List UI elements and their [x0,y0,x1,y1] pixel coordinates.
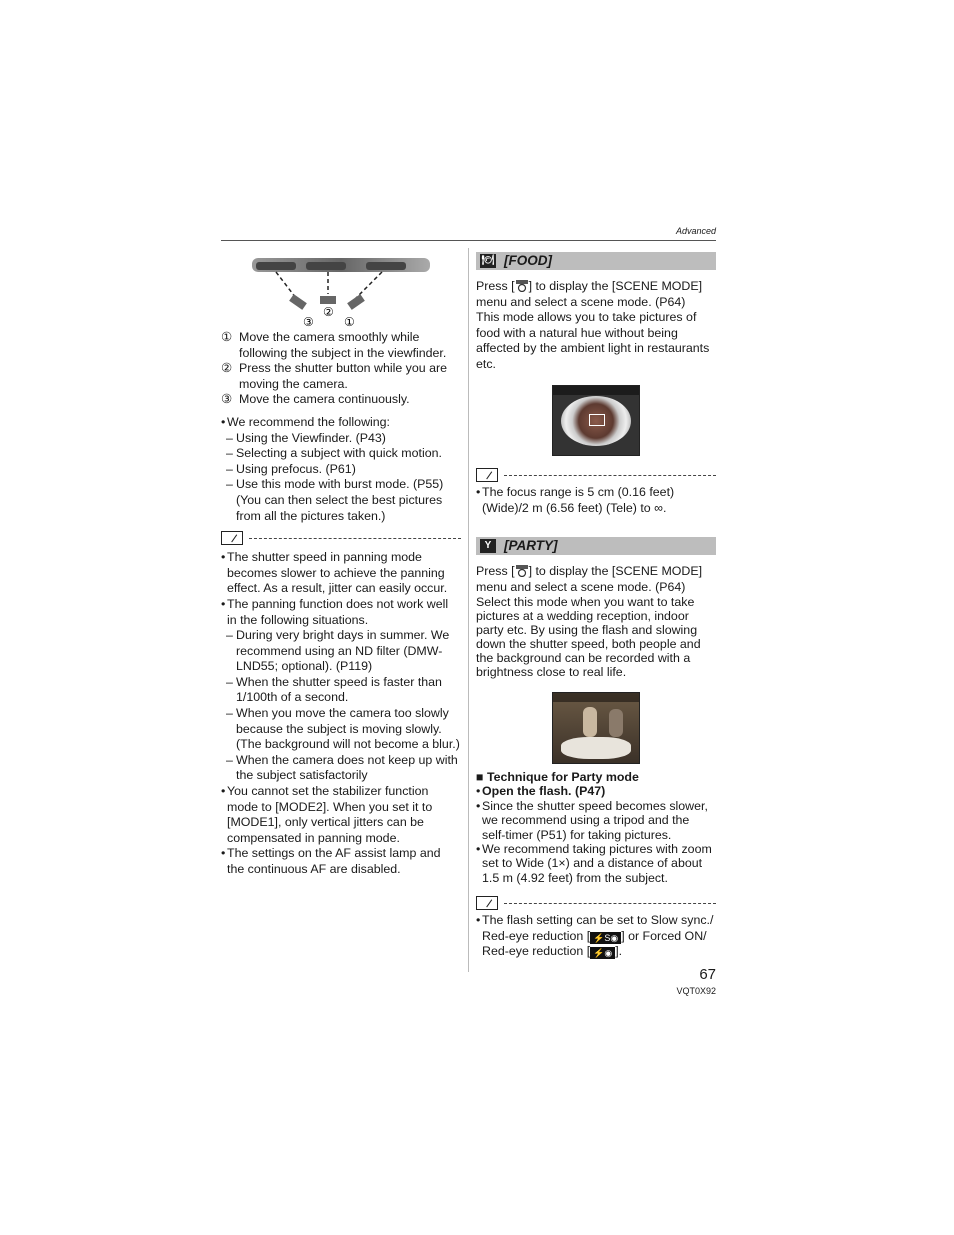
food-description: This mode allows you to take pictures of food with a natural hue without being affected by the ambient light in restaurants etc. [476,310,710,371]
technique-item: • Since the shutter speed becomes slower, we recommend using a tripod and the self-timer (P51) for taking pictures. [476,798,708,842]
note-icon [476,468,498,482]
note-subitem: – When the camera does not keep up with the subject satisfactorily [226,752,458,783]
food-instruction: Press [ ] to display the [SCENE MODE] menu and select a scene mode. (P64) [476,279,703,309]
recommend-intro: • We recommend the following: [221,414,390,429]
party-technique [476,770,716,960]
step-text: Move the camera continuously. [239,392,410,407]
party-heading [476,537,716,555]
note-item: • The shutter speed in panning mode becomes slower to achieve the panning effect. As a result, jitter can easily occur. [221,550,448,596]
step-2 [221,361,461,392]
food-icon: 🍽 [481,255,495,267]
note-subitem: – When the shutter speed is faster than 1/100th of a second. [226,674,442,705]
panning-steps [221,330,461,408]
recommend-item: – Selecting a subject with quick motion. [226,446,442,461]
recommend-item: – Use this mode with burst mode. (P55) (You can then select the best pictures from all the pictures taken.) [226,477,444,523]
step-text: Press the shutter button while you are moving the camera. [239,361,448,391]
slow-sync-redeye-icon: ⚡S◉ [590,932,621,944]
note-subitem: – During very bright days in summer. We recommend using an ND filter (DMW-LND55; optional). (P119) [226,628,450,674]
party-description: Select this mode when you want to take pictures at a wedding reception, indoor party etc. By using the flash and slowing down the shutter speed, both people and the background can be recorded with a brightness close to real life. [476,595,701,680]
step-1 [221,330,461,361]
technique-heading: ■ Technique for Party mode [476,770,639,784]
technique-bold-item: • Open the flash. (P47) [476,784,606,799]
note-bar [476,895,716,911]
note-icon [476,896,498,910]
note-item: • The settings on the AF assist lamp and the continuous AF are disabled. [221,846,441,876]
column-divider [468,248,469,972]
food-heading [476,252,716,270]
note-bar [221,530,461,546]
header-rule [221,240,716,241]
note-item: • The panning function does not work well in the following situations. [221,596,449,627]
step-text: Move the camera smoothly while following the subject in the viewfinder. [239,330,447,360]
diagram-label-2: ② [323,305,334,319]
forced-on-redeye-icon: ⚡◉ [590,947,615,959]
party-photo [552,692,640,764]
menu-button-icon [515,565,529,577]
note-item: • You cannot set the stabilizer function mode to [MODE2]. When you set it to [MODE1], only vertical jitters can be compensated in panning mode. [221,784,433,845]
step-3 [221,392,461,408]
step-number: ① [221,330,233,344]
recommend-item: – Using the Viewfinder. (P43) [226,430,386,445]
note-item: • The focus range is 5 cm (0.16 feet) (Wide)/2 m (6.56 feet) (Tele) to ∞. [476,485,675,515]
note-item: • The flash setting can be set to Slow sync./ Red-eye reduction [ ⚡S◉ ] or Forced ON/ Red-eye reduction [ ⚡◉ ]. [476,913,714,959]
diagram-label-1: ① [344,315,355,329]
food-title: [FOOD] [504,253,552,269]
step-number: ② [221,361,233,376]
panning-diagram [248,254,433,330]
section-label: Advanced [675,226,716,236]
page-number: 67 [699,966,716,983]
left-column [221,330,461,878]
food-photo [552,385,640,456]
party-instruction: Press [ ] to display the [SCENE MODE] menu and select a scene mode. (P64) [476,564,703,594]
technique-item: • We recommend taking pictures with zoom set to Wide (1×) and a distance of about 1.5 m (4.92 feet) from the subject. [476,842,712,885]
food-note [476,467,716,516]
note-icon [221,531,243,545]
menu-button-icon [515,280,529,292]
document-code: VQT0X92 [676,986,716,996]
diagram-label-3: ③ [303,315,314,329]
recommend-item: – Using prefocus. (P61) [226,461,356,476]
note-subitem: – When you move the camera too slowly because the subject is moving slowly. (The background will not become a blur.) [226,706,460,752]
party-glass-icon: Y [480,539,496,553]
party-title: [PARTY] [504,538,558,554]
note-bar [476,467,716,483]
food-section [476,252,716,373]
party-section [476,537,716,679]
step-number: ③ [221,392,233,407]
